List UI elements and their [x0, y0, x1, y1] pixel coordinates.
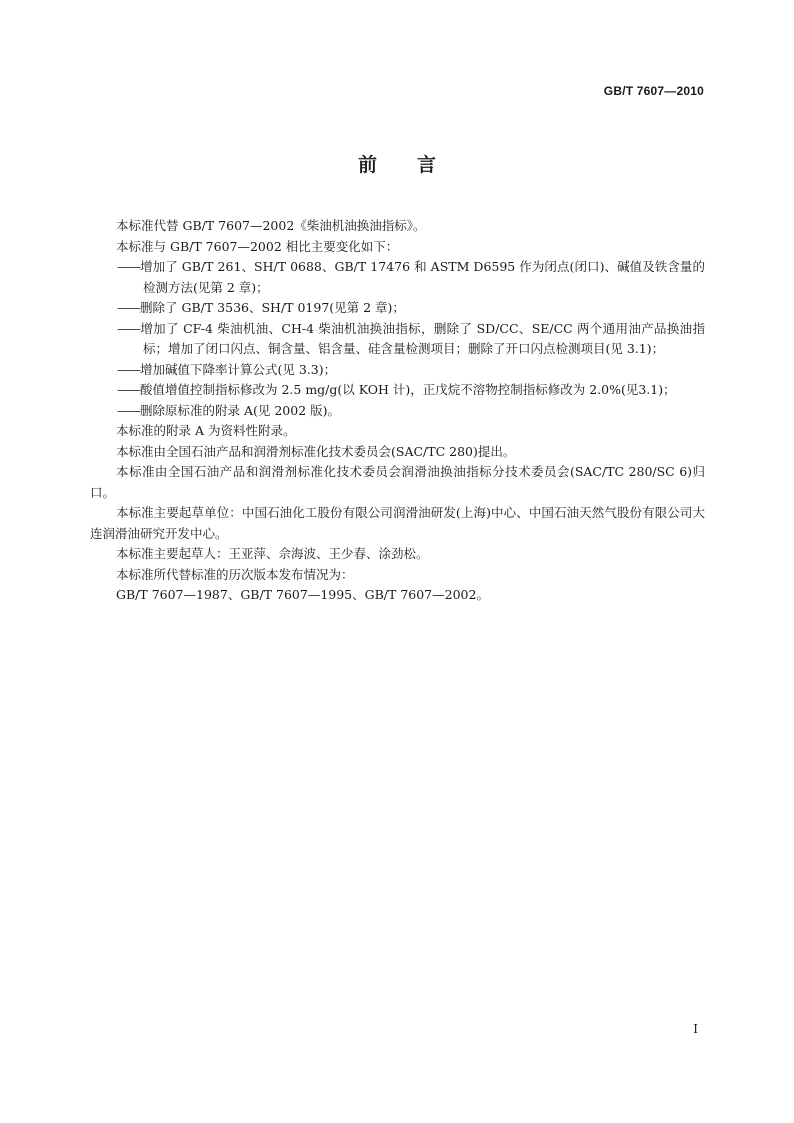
- dash-mark: ——: [117, 320, 140, 336]
- change-item-text: 酸值增值控制指标修改为 2.5 mg/g(以 KOH 计)，正戊烷不溶物控制指标修改为 2.0%(见3.1)；: [140, 382, 676, 397]
- paragraph-replaces: 本标准代替 GB/T 7607—2002《柴油机油换油指标》。: [116, 218, 426, 233]
- foreword-body: [90, 216, 705, 606]
- change-item: [90, 360, 705, 381]
- change-item: [90, 319, 705, 360]
- page-title: [0, 150, 794, 177]
- dash-mark: ——: [117, 382, 140, 397]
- title-char-1: 前: [357, 154, 377, 176]
- change-item: [90, 298, 705, 319]
- change-item: [90, 380, 705, 401]
- dash-mark: ——: [117, 300, 140, 315]
- title-char-2: 言: [417, 154, 437, 176]
- paragraph-centralized-by: 本标准由全国石油产品和润滑剂标准化技术委员会润滑油换油指标分技术委员会(SAC/TC 280/SC 6)归口。: [90, 464, 705, 500]
- dash-mark: ——: [117, 361, 140, 377]
- paragraph-changes-intro: 本标准与 GB/T 7607—2002 相比主要变化如下：: [116, 238, 399, 254]
- paragraph-drafting-units: 本标准主要起草单位：中国石油化工股份有限公司润滑油研发(上海)中心、中国石油天然气股份有限公司大连润滑油研究开发中心。: [90, 505, 705, 541]
- paragraph-proposed-by: 本标准由全国石油产品和润滑剂标准化技术委员会(SAC/TC 280)提出。: [116, 443, 516, 459]
- paragraph-appendix: 本标准的附录 A 为资料性附录。: [116, 423, 296, 438]
- dash-mark: ——: [117, 259, 140, 274]
- change-item-text: 增加碱值下降率计算公式(见 3.3)；: [140, 361, 337, 377]
- dash-mark: ——: [117, 402, 140, 418]
- change-item-text: 删除了 GB/T 3536、SH/T 0197(见第 2 章)；: [140, 300, 405, 315]
- change-item-text: 增加了 CF-4 柴油机油、CH-4 柴油机油换油指标，删除了 SD/CC、SE/CC 两个通用油产品换油指标；增加了闭口闪点、铜含量、铝含量、硅含量检测项目；删除了开口闪点检测项目(见 3.1)；: [140, 320, 705, 356]
- page-number: I: [693, 1022, 698, 1036]
- paragraph-history-intro: 本标准所代替标准的历次版本发布情况为：: [116, 566, 354, 582]
- change-item-text: 删除原标准的附录 A(见 2002 版)。: [140, 402, 341, 418]
- standard-code: GB/T 7607—2010: [603, 84, 704, 98]
- change-item: [90, 257, 705, 298]
- change-item: [90, 401, 705, 422]
- paragraph-history-versions: GB/T 7607—1987、GB/T 7607—1995、GB/T 7607—2002。: [116, 587, 489, 602]
- paragraph-drafters: 本标准主要起草人：王亚萍、佘海波、王少春、涂劲松。: [116, 546, 429, 561]
- change-item-text: 增加了 GB/T 261、SH/T 0688、GB/T 17476 和 ASTM D6595 作为闭点(闭口)、碱值及铁含量的检测方法(见第 2 章)；: [140, 259, 705, 295]
